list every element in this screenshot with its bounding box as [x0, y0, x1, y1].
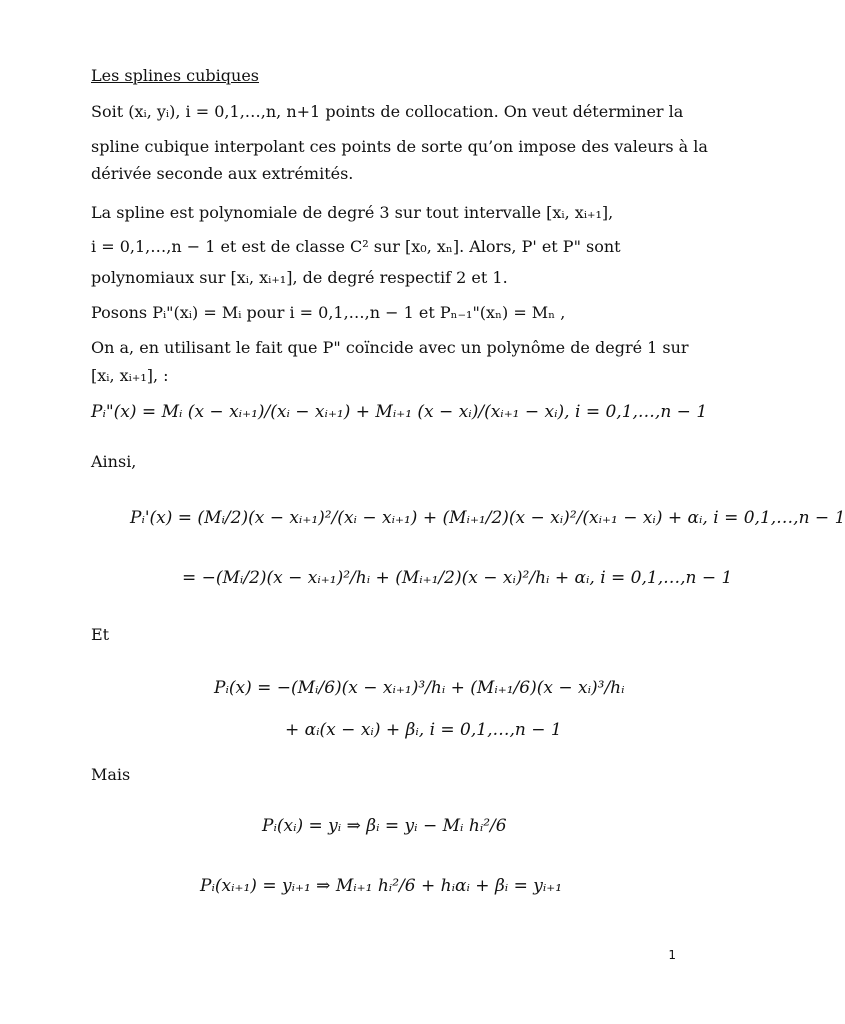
equation-spline-part-1: Pᵢ(x) = −(Mᵢ/6)(x − xᵢ₊₁)³/hᵢ + (Mᵢ₊₁/6)(x − xᵢ)³/hᵢ	[214, 678, 625, 698]
paragraph-2-line-1: La spline est polynomiale de degré 3 sur tout intervalle [xᵢ, xᵢ₊₁],	[91, 203, 614, 222]
paragraph-2-line-2: i = 0,1,…,n − 1 et est de classe C² sur [x₀, xₙ]. Alors, P' et P" sont	[91, 237, 621, 256]
paragraph-1-line-3: dérivée seconde aux extrémités.	[91, 164, 354, 183]
equation-continuity: Pᵢ(xᵢ₊₁) = yᵢ₊₁ ⇒ Mᵢ₊₁ hᵢ²/6 + hᵢαᵢ + βᵢ = yᵢ₊₁	[200, 876, 563, 896]
equation-spline-part-2: + αᵢ(x − xᵢ) + βᵢ, i = 0,1,…,n − 1	[285, 720, 562, 740]
paragraph-1-line-1: Soit (xᵢ, yᵢ), i = 0,1,…,n, n+1 points de collocation. On veut déterminer la	[91, 102, 684, 121]
paragraph-2-line-3: polynomiaux sur [xᵢ, xᵢ₊₁], de degré respectif 2 et 1.	[91, 268, 508, 287]
paragraph-1-line-2: spline cubique interpolant ces points de sorte qu’on impose des valeurs à la	[91, 137, 708, 156]
paragraph-3: Posons Pᵢ"(xᵢ) = Mᵢ pour i = 0,1,…,n − 1 et Pₙ₋₁"(xₙ) = Mₙ ,	[91, 303, 566, 322]
paragraph-4-line-2: [xᵢ, xᵢ₊₁], :	[91, 366, 169, 385]
page-title: Les splines cubiques	[91, 66, 259, 85]
label-ainsi: Ainsi,	[91, 452, 137, 471]
equation-first-derivative: Pᵢ'(x) = (Mᵢ/2)(x − xᵢ₊₁)²/(xᵢ − xᵢ₊₁) + (Mᵢ₊₁/2)(x − xᵢ)²/(xᵢ₊₁ − xᵢ) + αᵢ, i = 0,1,…,n − 1	[130, 508, 845, 528]
equation-first-derivative-simplified: = −(Mᵢ/2)(x − xᵢ₊₁)²/hᵢ + (Mᵢ₊₁/2)(x − xᵢ)²/hᵢ + αᵢ, i = 0,1,…,n − 1	[182, 568, 733, 588]
page-number: 1	[668, 948, 676, 962]
paragraph-4-line-1: On a, en utilisant le fait que P" coïncide avec un polynôme de degré 1 sur	[91, 338, 689, 357]
equation-beta: Pᵢ(xᵢ) = yᵢ ⇒ βᵢ = yᵢ − Mᵢ hᵢ²/6	[262, 816, 507, 836]
label-mais: Mais	[91, 765, 131, 784]
label-et: Et	[91, 625, 110, 644]
equation-second-derivative: Pᵢ"(x) = Mᵢ (x − xᵢ₊₁)/(xᵢ − xᵢ₊₁) + Mᵢ₊₁ (x − xᵢ)/(xᵢ₊₁ − xᵢ), i = 0,1,…,n − 1	[91, 402, 708, 422]
